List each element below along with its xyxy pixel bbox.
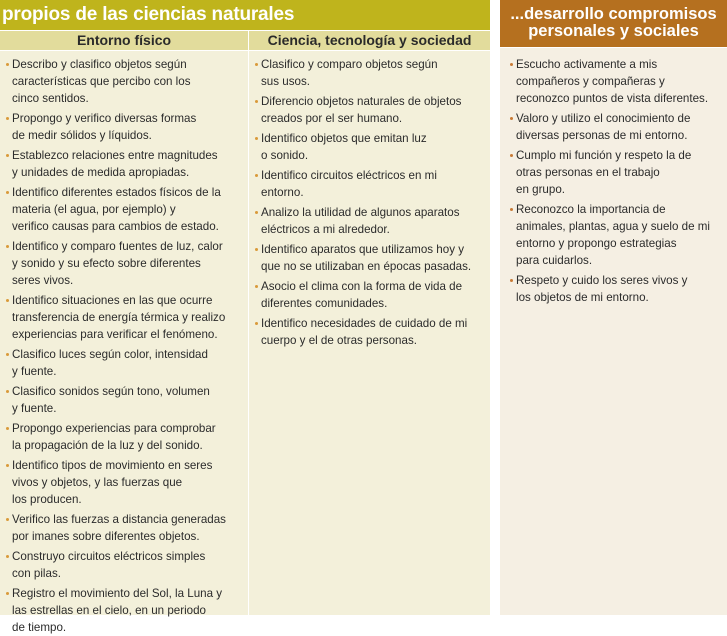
list-item [510, 110, 725, 144]
list-item [6, 548, 244, 582]
list-item-text: Diferencio objetos naturales de objetos creados por el ser humano. [261, 95, 462, 125]
bullet-icon [255, 285, 258, 288]
list-item-text: Identifico objetos que emitan luz o sonido. [261, 132, 427, 162]
list-item [255, 278, 486, 312]
list-ciencia-tecnologia [255, 56, 486, 349]
list-item-text: Registro el movimiento del Sol, la Luna y las estrellas en el cielo, en un periodo de tiempo. [12, 587, 223, 634]
bullet-icon [510, 117, 513, 120]
list-item [510, 201, 725, 269]
list-item [6, 147, 244, 181]
list-item [6, 420, 244, 454]
list-item-text: Asocio el clima con la forma de vida de diferentes comunidades. [261, 280, 463, 310]
list-item [6, 238, 244, 289]
list-item-text: Construyo circuitos eléctricos simples con pilas. [12, 550, 206, 580]
bullet-icon [255, 248, 258, 251]
list-item [510, 272, 725, 306]
list-item-text: Identifico necesidades de cuidado de mi cuerpo y el de otras personas. [261, 317, 468, 347]
bullet-icon [6, 592, 9, 595]
list-item-text: Identifico situaciones en las que ocurre transferencia de energía térmica y realizo experiencias para verificar el fenómeno. [12, 294, 226, 341]
list-item-text: Identifico diferentes estados físicos de la materia (el agua, por ejemplo) y verifico causas para cambios de estado. [12, 186, 221, 233]
list-item [6, 346, 244, 380]
list-item [6, 383, 244, 417]
bullet-icon [255, 137, 258, 140]
bullet-icon [510, 279, 513, 282]
list-item-text: Respeto y cuido los seres vivos y los objetos de mi entorno. [516, 274, 688, 304]
bullet-icon [6, 117, 9, 120]
column-header-entorno-fisico: Entorno físico [0, 31, 248, 50]
list-item-text: Identifico aparatos que utilizamos hoy y que no se utilizaban en épocas pasadas. [261, 243, 472, 273]
list-item [6, 511, 244, 545]
list-item [255, 93, 486, 127]
list-item [255, 56, 486, 90]
bullet-icon [6, 154, 9, 157]
bullet-icon [255, 322, 258, 325]
bullet-icon [255, 100, 258, 103]
list-item-text: Identifico circuitos eléctricos en mi entorno. [261, 169, 437, 199]
list-item [255, 167, 486, 201]
list-item-text: Clasifico luces según color, intensidad y fuente. [12, 348, 208, 378]
list-item-text: Clasifico sonidos según tono, volumen y fuente. [12, 385, 210, 415]
list-item [255, 204, 486, 238]
list-entorno-fisico [6, 56, 244, 636]
bullet-icon [255, 211, 258, 214]
list-item-text: Propongo y verifico diversas formas de medir sólidos y líquidos. [12, 112, 197, 142]
list-item [6, 56, 244, 107]
list-item [6, 292, 244, 343]
list-item [6, 110, 244, 144]
bullet-icon [6, 555, 9, 558]
list-item-text: Describo y clasifico objetos según características que percibo con los cinco sentidos. [12, 58, 191, 105]
right-column-header: ...desarrollo compromisos personales y sociales [500, 0, 727, 47]
list-item-text: Escucho activamente a mis compañeros y compañeras y reconozco puntos de vista diferentes. [516, 58, 709, 105]
list-item-text: Clasifico y comparo objetos según sus usos. [261, 58, 438, 88]
bullet-icon [510, 208, 513, 211]
list-item-text: Valoro y utilizo el conocimiento de diversas personas de mi entorno. [516, 112, 691, 142]
list-item-text: Identifico y comparo fuentes de luz, calor y sonido y su efecto sobre diferentes seres vivos. [12, 240, 223, 287]
bullet-icon [6, 63, 9, 66]
list-item-text: Cumplo mi función y respeto la de otras personas en el trabajo en grupo. [516, 149, 692, 196]
list-item [6, 457, 244, 508]
bullet-icon [6, 191, 9, 194]
column-header-ciencia-tecnologia: Ciencia, tecnología y sociedad [249, 31, 490, 50]
list-item-text: Propongo experiencias para comprobar la propagación de la luz y del sonido. [12, 422, 216, 452]
bullet-icon [510, 63, 513, 66]
list-item-text: Reconozco la importancia de animales, plantas, agua y suelo de mi entorno y propongo estrategias para cuidarlos. [516, 203, 710, 267]
list-item [6, 184, 244, 235]
bullet-icon [6, 518, 9, 521]
list-item-text: Establezco relaciones entre magnitudes y unidades de medida apropiadas. [12, 149, 218, 179]
list-item-text: Analizo la utilidad de algunos aparatos eléctricos a mi alrededor. [261, 206, 460, 236]
list-item [510, 56, 725, 107]
bullet-icon [6, 464, 9, 467]
bullet-icon [6, 353, 9, 356]
bullet-icon [6, 390, 9, 393]
bullet-icon [255, 63, 258, 66]
bullet-icon [6, 427, 9, 430]
bullet-icon [6, 299, 9, 302]
section-banner-title: propios de las ciencias naturales [0, 0, 490, 30]
bullet-icon [510, 154, 513, 157]
list-item [510, 147, 725, 198]
list-item [6, 585, 244, 636]
bullet-icon [6, 245, 9, 248]
list-item-text: Identifico tipos de movimiento en seres vivos y objetos, y las fuerzas que los producen. [12, 459, 213, 506]
list-compromisos [510, 56, 725, 306]
list-item [255, 315, 486, 349]
list-item [255, 130, 486, 164]
list-item [255, 241, 486, 275]
list-item-text: Verifico las fuerzas a distancia generadas por imanes sobre diferentes objetos. [12, 513, 226, 543]
column-entorno-fisico [0, 51, 248, 634]
bullet-icon [255, 174, 258, 177]
column-ciencia-tecnologia [249, 51, 490, 615]
column-compromisos [500, 48, 727, 615]
